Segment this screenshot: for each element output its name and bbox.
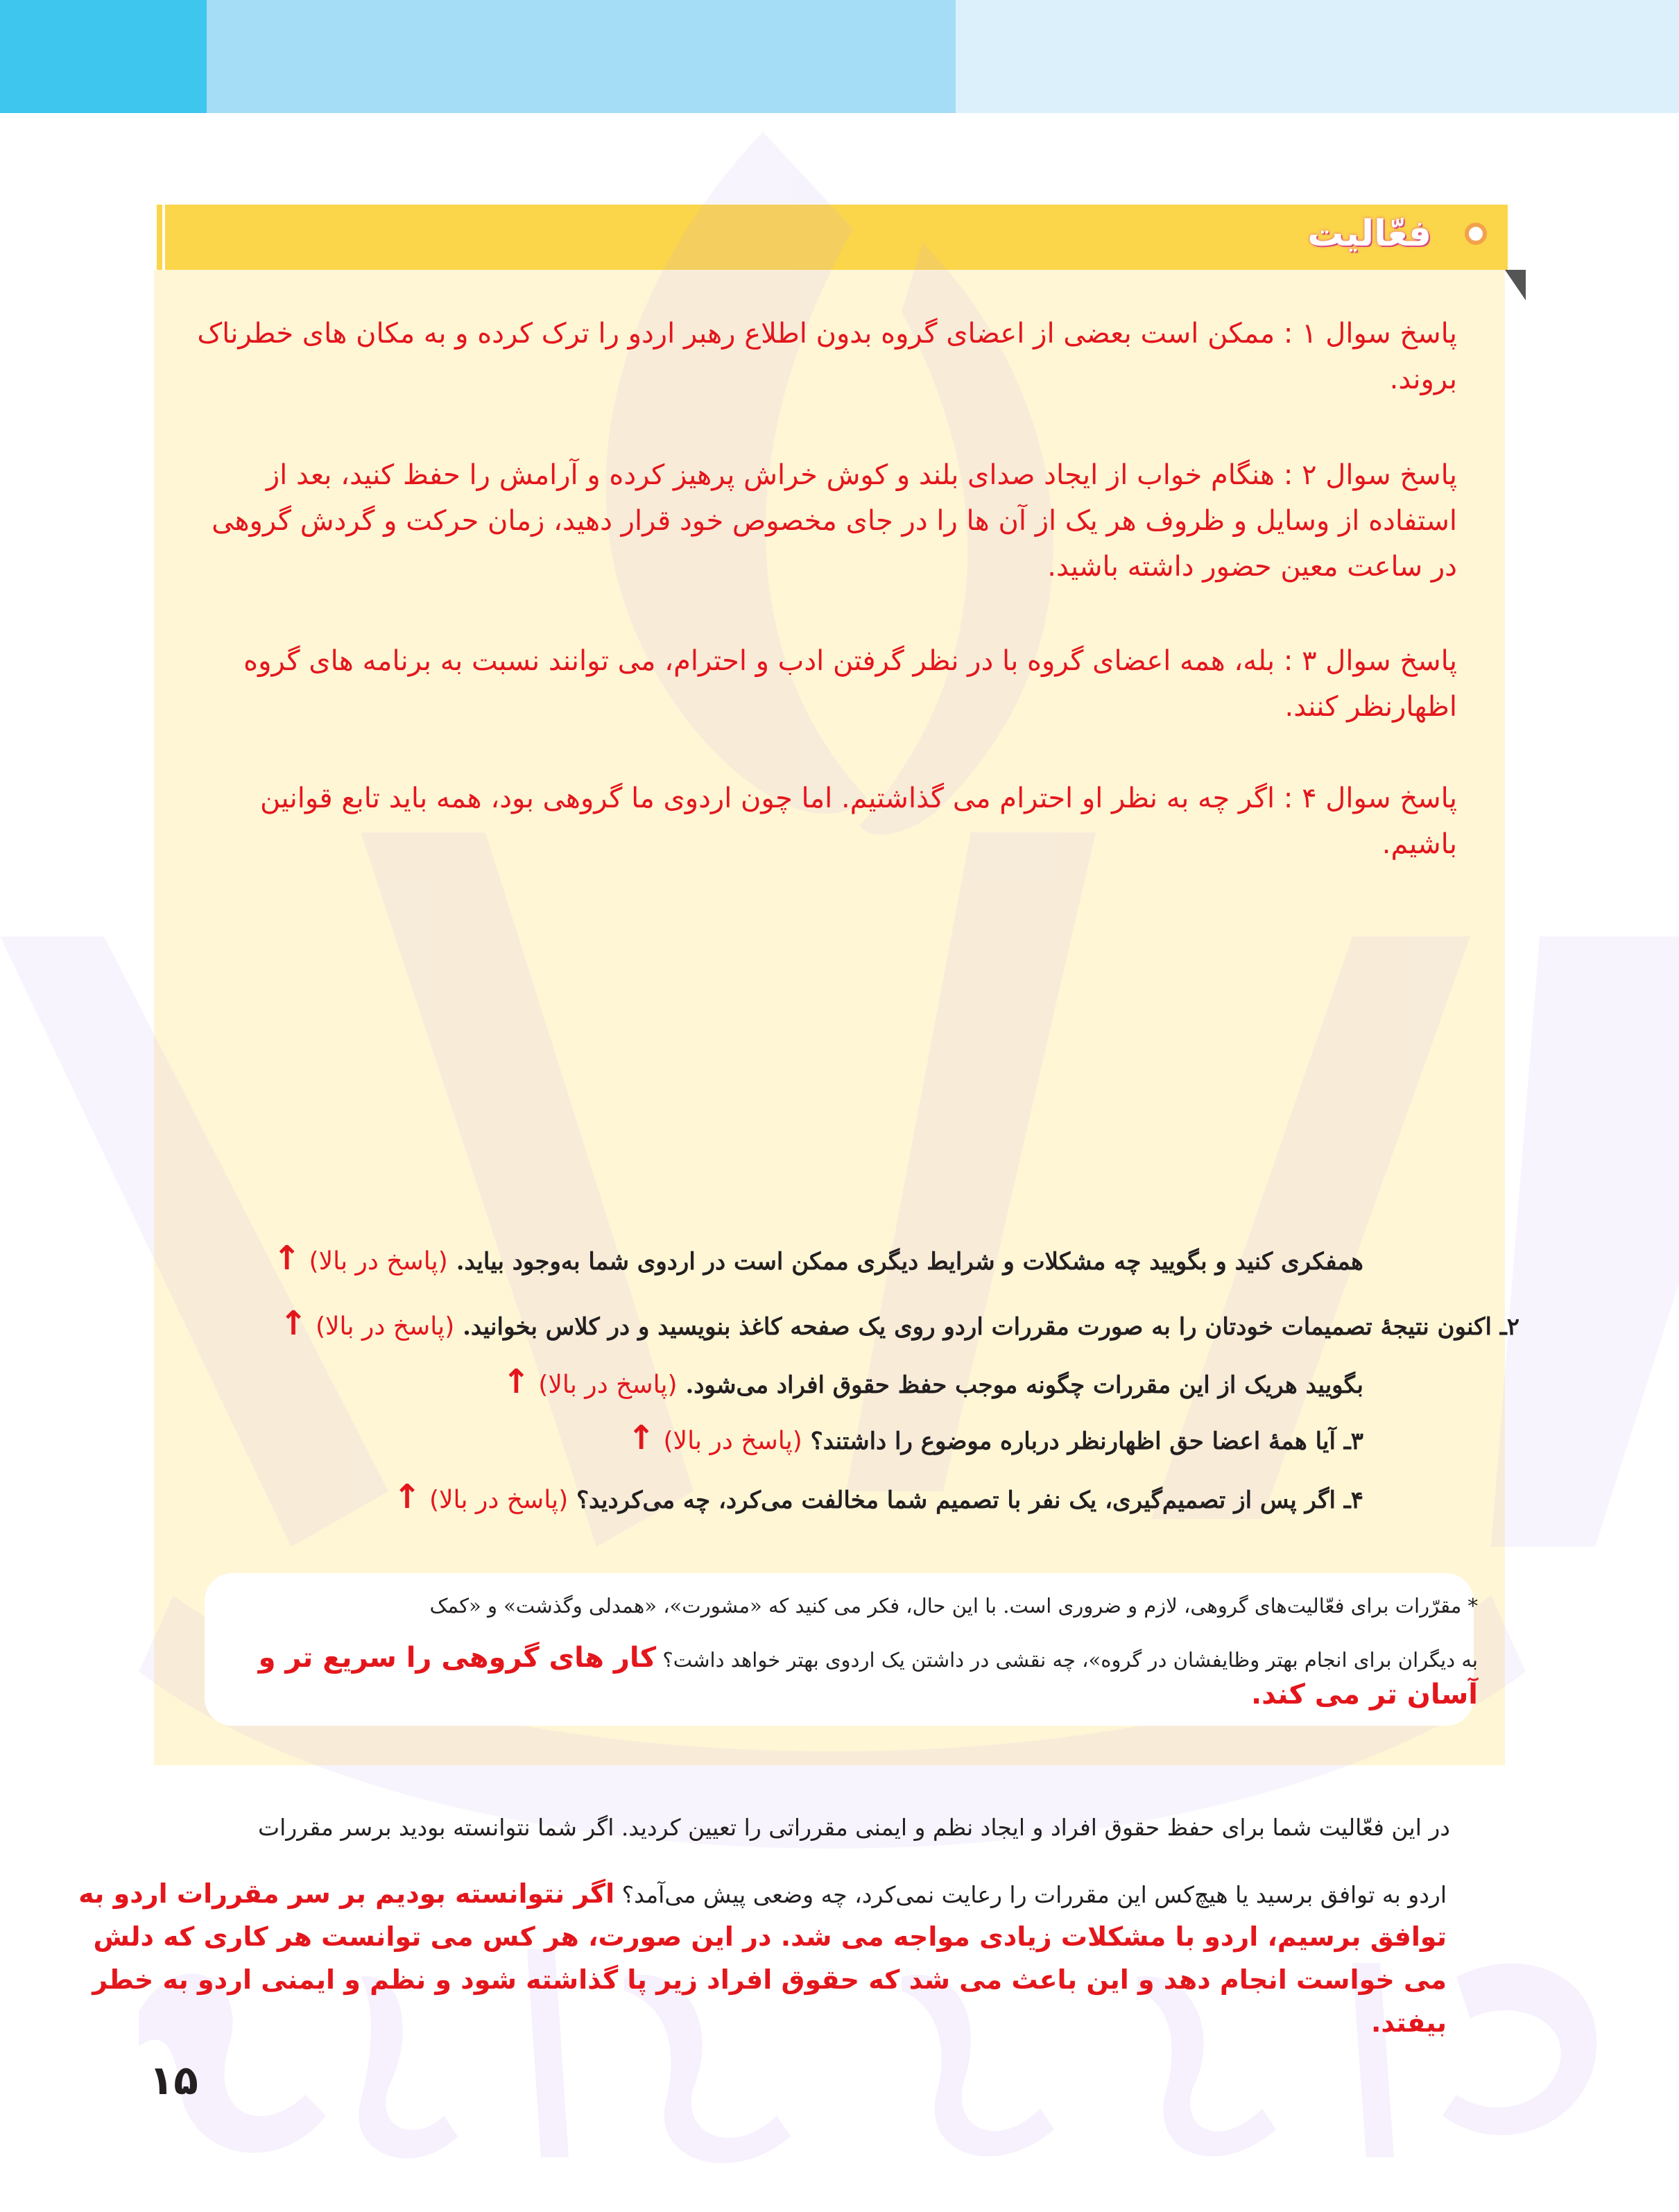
arrow-up-icon: ↑ xyxy=(279,1304,308,1343)
question-text: همفکری کنید و بگویید چه مشکلات و شرایط دیگری ممکن است در اردوی شما به‌وجود بیاید. xyxy=(456,1248,1363,1276)
top-banner-light-segment xyxy=(956,0,1679,113)
answer-2: پاسخ سوال ۲ : هنگام خواب از ایجاد صدای بلند و کوش خراش پرهیز کرده و آرامش را حفظ کنید، بعد از استفاده از وسایل و ظروف هر یک از آن ها را در جای مخصوص خود قرار دهید، زمان حرکت و گردش گروهی در ساعت معین حضور داشته باشید. xyxy=(212,459,1457,583)
arrow-up-icon: ↑ xyxy=(273,1239,301,1278)
answer-reference: (پاسخ در بالا) xyxy=(429,1486,569,1514)
answer-reference: (پاسخ در بالا) xyxy=(663,1427,802,1455)
note-question: به دیگران برای انجام بهتر وظایفشان در گروه»، چه نقشی در داشتن یک اردوی بهتر خواهد داشت؟ xyxy=(662,1648,1478,1672)
note-answer: کار های گروهی را سریع تر و آسان تر می کند. xyxy=(258,1642,1478,1711)
bullet-icon xyxy=(1465,223,1487,245)
question-text: ۴ـ اگر پس از تصمیم‌گیری، یک نفر با تصمیم شما مخالفت می‌کرد، چه می‌کردید؟ xyxy=(576,1486,1363,1514)
question-1 xyxy=(273,1239,1363,1281)
arrow-up-icon: ↑ xyxy=(627,1418,655,1457)
answer-reference: (پاسخ در بالا) xyxy=(538,1371,678,1399)
top-banner-mid-segment xyxy=(207,0,956,113)
question-2 xyxy=(279,1304,1519,1346)
closing-line-1: در این فعّالیت شما برای حفظ حقوق افراد و ایجاد نظم و ایمنی مقرراتی را تعیین کردید. اگر شما نتوانسته بودید برسر مقررات xyxy=(258,1814,1450,1841)
note-line-2 xyxy=(209,1640,1478,1714)
closing-line-2 xyxy=(46,1873,1447,2045)
question-text: بگویید هریک از این مقررات چگونه موجب حفظ حقوق افراد می‌شود. xyxy=(685,1371,1363,1399)
closing-answer: اگر نتوانسته بودیم بر سر مقررات اردو به توافق برسیم، اردو با مشکلات زیادی مواجه می شد. در این صورت، هر کس می توانست هر کاری که دلش می خواست انجام دهد و این باعث می شد که حقوق افراد زیر پا گذاشته شود و نظم و ایمنی اردو به خطر بیفتد. xyxy=(78,1878,1447,2038)
answer-4: پاسخ سوال ۴ : اگر چه به نظر او احترام می گذاشتیم. اما چون اردوی ما گروهی بود، همه باید تابع قوانین باشیم. xyxy=(260,782,1457,860)
answer-reference: (پاسخ در بالا) xyxy=(315,1312,455,1341)
top-banner xyxy=(0,0,1679,113)
question-4 xyxy=(627,1418,1363,1461)
closing-question: اردو به توافق برسید یا هیچ‌کس این مقررات را رعایت نمی‌کرد، چه وضعی پیش می‌آمد؟ xyxy=(621,1881,1447,1908)
arrow-up-icon: ↑ xyxy=(502,1362,531,1401)
answer-reference: (پاسخ در بالا) xyxy=(309,1247,448,1276)
question-text: ۲ـ اکنون نتیجهٔ تصمیمات خودتان را به صورت مقررات اردو روی یک صفحه کاغذ بنویسید و در کلاس بخوانید. xyxy=(463,1313,1519,1341)
activity-box xyxy=(154,205,1505,1765)
arrow-up-icon: ↑ xyxy=(393,1477,422,1516)
activity-title: فعّالیت xyxy=(1307,213,1431,255)
question-5 xyxy=(393,1477,1363,1520)
answer-1: پاسخ سوال ۱ : ممکن است بعضی از اعضای گروه بدون اطلاع رهبر اردو را ترک کرده و به مکان های خطرناک بروند. xyxy=(197,318,1457,395)
top-banner-dark-segment xyxy=(0,0,207,113)
answer-3: پاسخ سوال ۳ : بله، همه اعضای گروه با در نظر گرفتن ادب و احترام، می توانند نسبت به برنامه های گروه اظهارنظر کنند. xyxy=(243,645,1457,723)
note-line-1: * مقرّرات برای فعّالیت‌های گروهی، لازم و ضروری است. با این حال، فکر می کنید که «مشورت»، «همدلی وگذشت» و «کمک xyxy=(429,1594,1478,1618)
question-text: ۳ـ آیا همهٔ اعضا حق اظهارنظر درباره موضوع را داشتند؟ xyxy=(810,1427,1363,1455)
page-number: ۱۵ xyxy=(149,2057,198,2104)
page-fold-corner xyxy=(1505,270,1526,300)
question-3 xyxy=(502,1362,1363,1405)
activity-header xyxy=(154,205,1508,270)
